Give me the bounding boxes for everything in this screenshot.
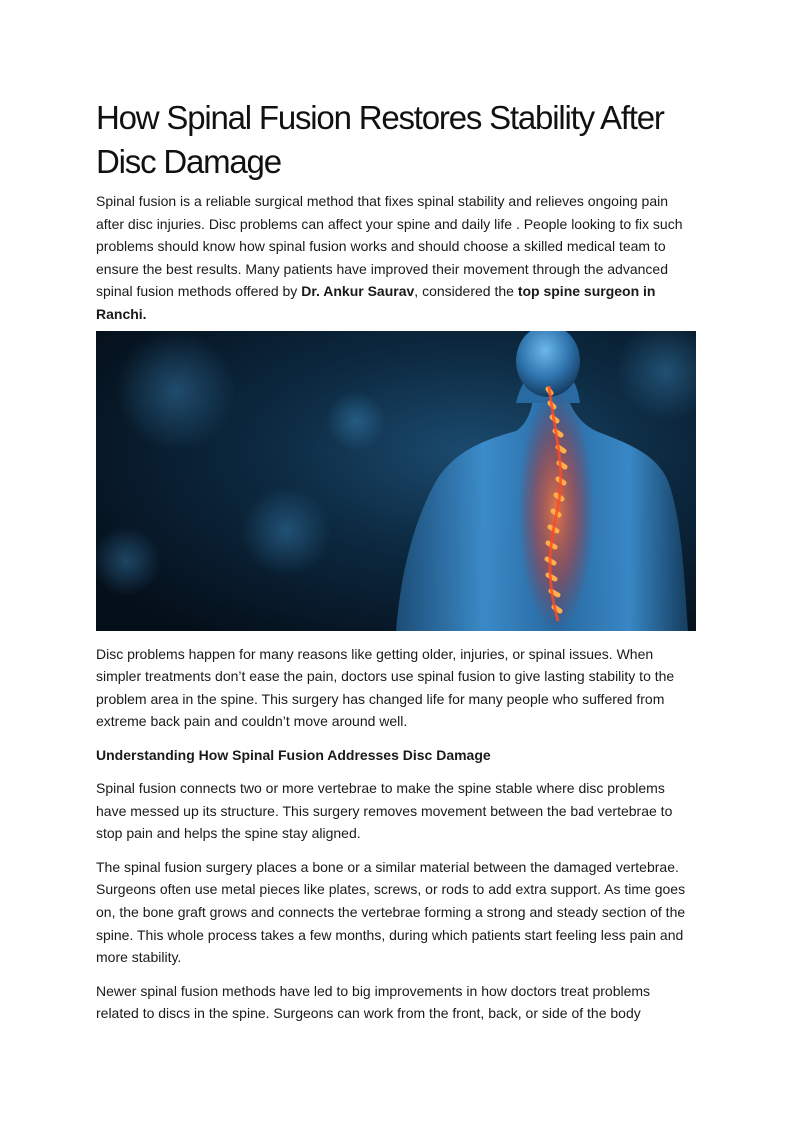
intro-text-between: , considered the [414,283,518,300]
top-surgeon-phrase: top spine surgeon in Ranchi. [96,283,656,322]
paragraph-newer-methods: Newer spinal fusion methods have led to big improvements in how doctors treat problems related to discs in the spine. Surgeons can work from the front, back, or side of the body [96,982,651,1022]
document-page [96,96,696,1025]
intro-text: Spinal fusion is a reliable surgical method that fixes spinal stability and relieves ongoing pain after disc injuries. Disc problems can affect your spine and daily life . People looking to fix such problems should know how spinal fusion works and should choose a skilled medical team to ensure the best results. Many patients have improved their movement through the advanced spinal fusion methods offered by [96,193,683,300]
paragraph-fusion-surgery: The spinal fusion surgery places a bone or a similar material between the damaged vertebrae. Surgeons often use metal pieces like plates, screws, or rods to add extra support. As time goes on, the bone graft grows and connects the vertebrae forming a strong and steady section of the spine. This whole process takes a few months, during which patients start feeling less pain and more stability. [96,858,686,966]
paragraph-disc-problems: Disc problems happen for many reasons like getting older, injuries, or spinal issues. When simpler treatments don’t ease the pain, doctors use spinal fusion to give lasting stability to the problem area in the spine. This surgery has changed life for many people who suffered from extreme back pain and couldn’t move around well. [96,645,675,730]
spine-illustration [96,331,696,631]
doctor-name: Dr. Ankur Saurav [301,283,415,300]
document-title: How Spinal Fusion Restores Stability After Disc Damage [96,99,664,180]
section-heading: Understanding How Spinal Fusion Addresses Disc Damage [96,746,491,763]
intro-paragraph [96,190,696,326]
paragraph-fusion-connects: Spinal fusion connects two or more vertebrae to make the spine stable where disc problems have messed up its structure. This surgery removes movement between the bad vertebrae to stop pain and helps the spine stay aligned. [96,779,673,842]
